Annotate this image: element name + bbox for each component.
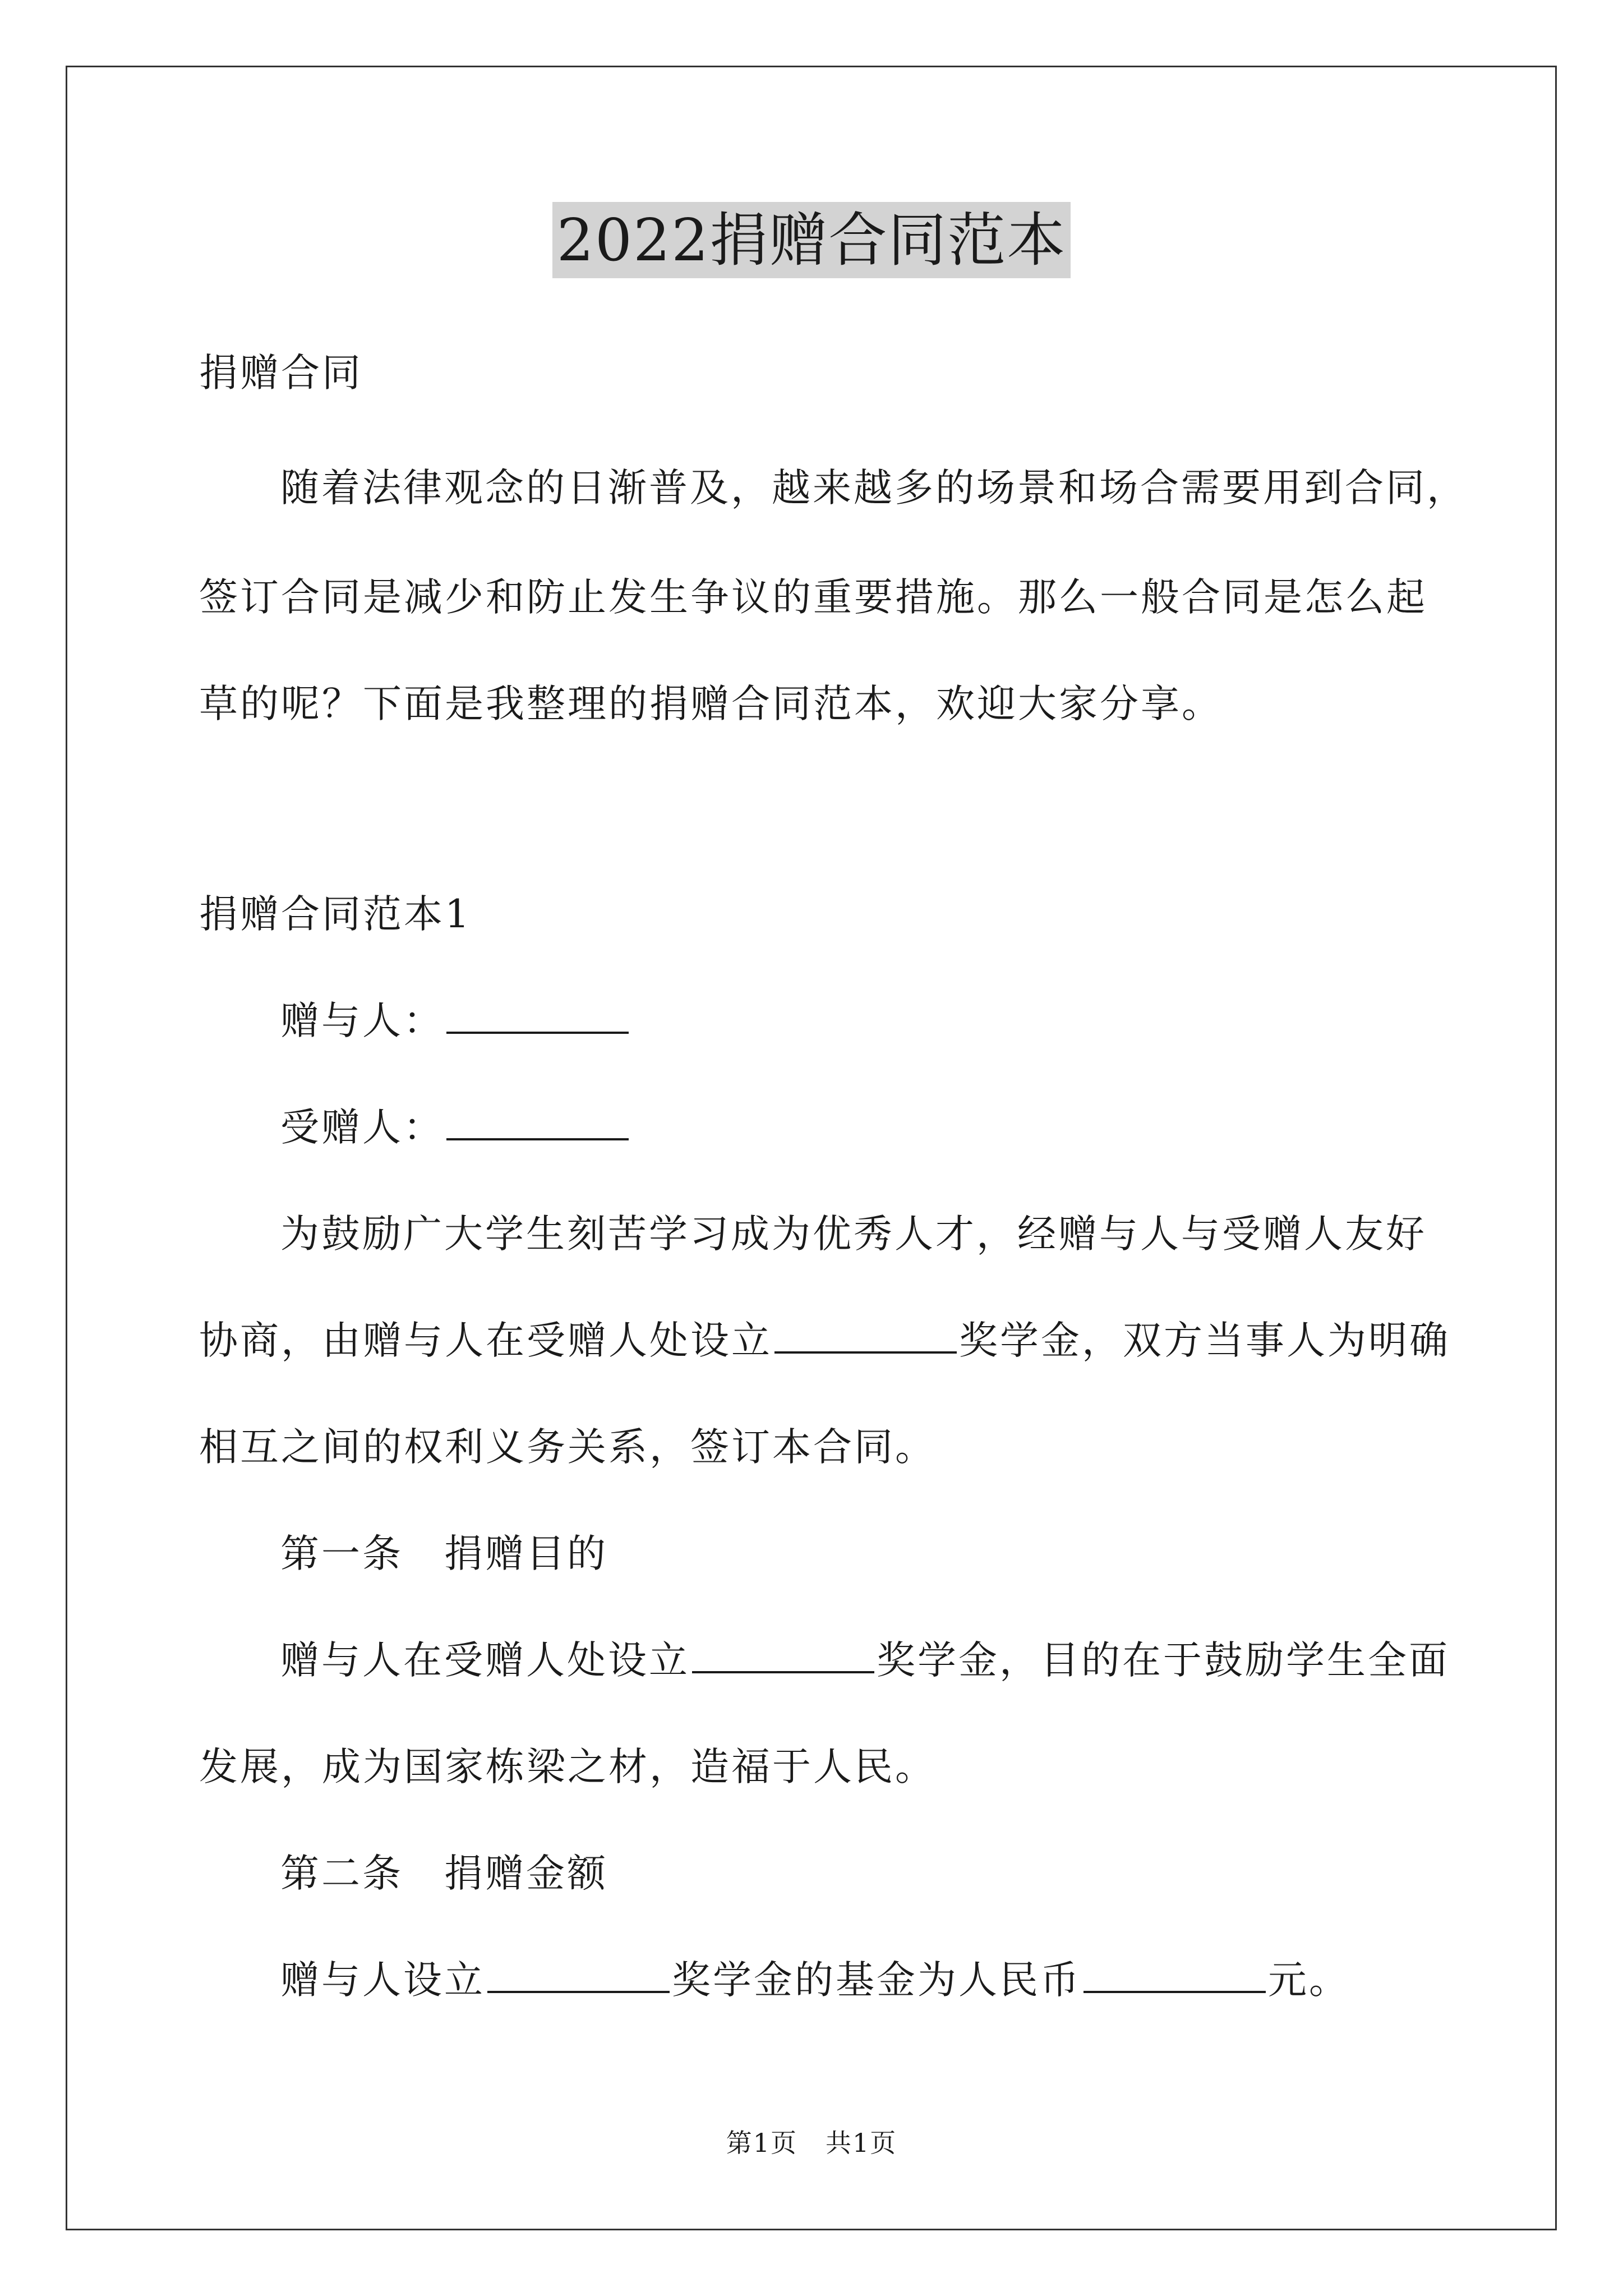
preamble-line-1: 为鼓励广大学生刻苦学习成为优秀人才，经赠与人与受赠人友好 (280, 1212, 1427, 1257)
page-footer (0, 2126, 1623, 2160)
scholarship-name-blank[interactable] (774, 1317, 957, 1354)
page-total: 共1页 (826, 2128, 897, 2158)
preamble-line-2 (199, 1315, 1450, 1366)
article-1-line-2: 发展，成为国家栋梁之材，造福于人民。 (199, 1745, 936, 1789)
article-2-line-1 (280, 1955, 1350, 2005)
article-1-line-1-end: 奖学金，目的在于鼓励学生全面 (877, 1638, 1450, 1683)
heading: 捐赠合同 (199, 351, 363, 395)
page-number: 第1页 (726, 2128, 797, 2158)
donor-blank[interactable] (446, 997, 629, 1034)
donor-label: 赠与人： (280, 999, 444, 1043)
article-2-part-2: 奖学金的基金为人民币 (672, 1958, 1081, 2003)
article-1-title: 第一条 捐赠目的 (280, 1531, 608, 1576)
intro-line-3: 草的呢？下面是我整理的捐赠合同范本，欢迎大家分享。 (199, 682, 1223, 726)
article-2-scholarship-blank[interactable] (487, 1956, 670, 1993)
donee-label: 受赠人： (280, 1105, 444, 1150)
article-2-title: 第二条 捐赠金额 (280, 1851, 608, 1896)
donee-blank[interactable] (446, 1103, 629, 1140)
preamble-line-3: 相互之间的权利义务关系，签订本合同。 (199, 1425, 936, 1470)
donee-line (280, 1102, 631, 1153)
article-1-scholarship-blank[interactable] (692, 1636, 874, 1673)
intro-line-2: 签订合同是减少和防止发生争议的重要措施。那么一般合同是怎么起 (199, 575, 1427, 620)
article-2-amount-blank[interactable] (1083, 1956, 1266, 1993)
article-2-part-1: 赠与人设立 (280, 1958, 485, 2003)
article-2-part-3: 元。 (1268, 1958, 1350, 2003)
article-1-line-1-start: 赠与人在受赠人处设立 (280, 1638, 690, 1683)
section-title: 捐赠合同范本1 (199, 892, 472, 937)
intro-line-1: 随着法律观念的日渐普及，越来越多的场景和场合需要用到合同， (280, 466, 1468, 510)
title-container (0, 202, 1623, 278)
donor-line (280, 996, 631, 1046)
article-1-line-1 (280, 1635, 1450, 1686)
document-title: 2022捐赠合同范本 (552, 202, 1071, 278)
preamble-line-2-end: 奖学金，双方当事人为明确 (959, 1318, 1450, 1363)
preamble-line-2-start: 协商，由赠与人在受赠人处设立 (199, 1318, 772, 1363)
